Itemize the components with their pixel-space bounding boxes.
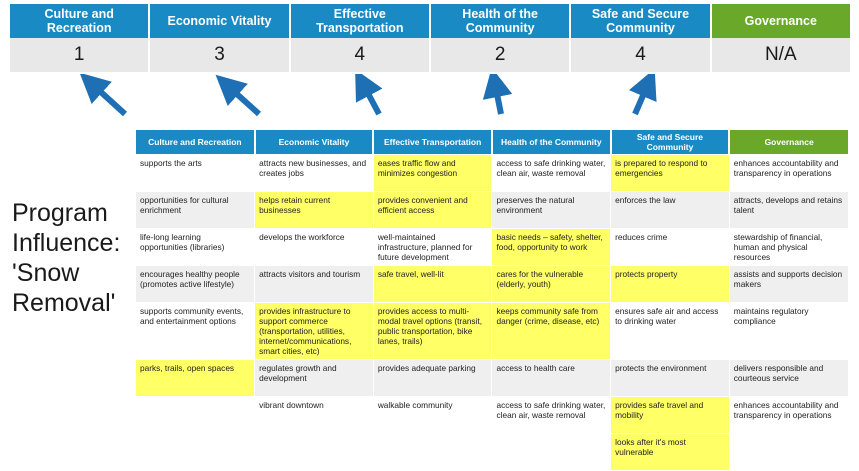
summary-header-row [10, 4, 850, 38]
caption-line-2: Influence: [12, 229, 121, 257]
matrix-header-economic-vitality: Economic Vitality [255, 130, 374, 155]
caption-line-4: Removal' [12, 289, 116, 317]
summary-header-effective-transportation: Effective Transportation [291, 4, 431, 38]
arrow-safe-and-secure-community [635, 84, 648, 114]
matrix-cell: attracts new businesses, and creates jobs [255, 155, 374, 192]
summary-band [10, 4, 850, 72]
matrix-cell: helps retain current businesses [255, 192, 374, 229]
summary-value-effective-transportation: 4 [291, 38, 431, 72]
matrix-cell: safe travel, well-lit [373, 266, 492, 303]
matrix-cell: protects property [611, 266, 730, 303]
table-row [136, 303, 848, 360]
matrix-header-culture-and-recreation: Culture and Recreation [136, 130, 255, 155]
matrix-header-safe-and-secure-community: Safe and Secure Community [611, 130, 730, 155]
matrix-cell: is prepared to respond to emergencies [611, 155, 730, 192]
summary-value-economic-vitality: 3 [150, 38, 290, 72]
matrix-cell: keeps community safe from danger (crime, disease, etc) [492, 303, 611, 360]
summary-header-safe-and-secure-community: Safe and Secure Community [571, 4, 711, 38]
arrow-economic-vitality [228, 86, 259, 114]
table-row [136, 360, 848, 397]
caption-line-3: 'Snow [12, 259, 80, 287]
matrix-cell: enhances accountability and transparency in operations [729, 397, 848, 434]
matrix-cell: basic needs – safety, shelter, food, opportunity to work [492, 229, 611, 266]
matrix-cell: ensures safe air and access to drinking water [611, 303, 730, 360]
matrix-cell: access to safe drinking water, clean air, waste removal [492, 155, 611, 192]
matrix-cell: looks after it's most vulnerable [611, 434, 730, 471]
matrix-cell: enhances accountability and transparency in operations [729, 155, 848, 192]
matrix-cell: reduces crime [611, 229, 730, 266]
matrix-cell: access to health care [492, 360, 611, 397]
matrix-cell [136, 397, 255, 434]
matrix-cell: life-long learning opportunities (libraries) [136, 229, 255, 266]
summary-value-governance: N/A [764, 44, 797, 65]
summary-value-health-of-the-community: 2 [431, 38, 571, 72]
matrix-cell: provides infrastructure to support commerce (transportation, utilities, internet/communications, smart cities, etc) [255, 303, 374, 360]
table-row [136, 229, 848, 266]
matrix-cell: vibrant downtown [255, 397, 374, 434]
table-row [136, 397, 848, 434]
matrix-cell: develops the workforce [255, 229, 374, 266]
summary-values-row [10, 38, 850, 72]
summary-header-culture-and-recreation: Culture and Recreation [10, 4, 150, 38]
matrix-cell: encourages healthy people (promotes active lifestyle) [136, 266, 255, 303]
matrix-cell: enforces the law [611, 192, 730, 229]
matrix-cell: cares for the vulnerable (elderly, youth) [492, 266, 611, 303]
matrix-cell: assists and supports decision makers [729, 266, 848, 303]
matrix-cell: regulates growth and development [255, 360, 374, 397]
summary-header-governance: Governance [712, 4, 850, 38]
arrow-effective-transportation [363, 84, 379, 114]
summary-value-culture-and-recreation: 1 [10, 38, 150, 72]
table-row [136, 155, 848, 192]
summary-header-health-of-the-community: Health of the Community [431, 4, 571, 38]
arrow-culture-and-recreation [92, 84, 125, 114]
table-row [136, 266, 848, 303]
caption-line-1: Program [12, 199, 108, 227]
matrix-cell: provides convenient and efficient access [373, 192, 492, 229]
summary-header-economic-vitality: Economic Vitality [150, 4, 290, 38]
matrix-cell: maintains regulatory compliance [729, 303, 848, 360]
matrix-cell: attracts visitors and tourism [255, 266, 374, 303]
arrow-health-of-the-community [495, 84, 501, 114]
matrix-header-row [136, 130, 848, 155]
matrix-cell: provides safe travel and mobility [611, 397, 730, 434]
matrix-header-effective-transportation: Effective Transportation [373, 130, 492, 155]
matrix-header-governance: Governance [729, 130, 848, 155]
matrix-body [136, 155, 848, 471]
matrix-cell: provides access to multi-modal travel options (transit, public transportation, bike lanes, trails) [373, 303, 492, 360]
table-row [136, 192, 848, 229]
page-title [12, 198, 132, 318]
matrix-cell: supports the arts [136, 155, 255, 192]
summary-value-safe-and-secure-community: 4 [571, 38, 711, 72]
influence-matrix [136, 130, 848, 471]
matrix-cell: parks, trails, open spaces [136, 360, 255, 397]
matrix-cell: access to safe drinking water, clean air, waste removal [492, 397, 611, 434]
matrix-cell: delivers responsible and courteous service [729, 360, 848, 397]
matrix-header-health-of-the-community: Health of the Community [492, 130, 611, 155]
matrix-cell: opportunities for cultural enrichment [136, 192, 255, 229]
matrix-cell: attracts, develops and retains talent [729, 192, 848, 229]
matrix-cell: eases traffic flow and minimizes congestion [373, 155, 492, 192]
matrix-cell: preserves the natural environment [492, 192, 611, 229]
matrix-cell: stewardship of financial, human and physical resources [729, 229, 848, 266]
matrix-cell: supports community events, and entertainment options [136, 303, 255, 360]
matrix-cell: protects the environment [611, 360, 730, 397]
arrow-group [0, 74, 859, 134]
matrix-cell: walkable community [373, 397, 492, 434]
matrix-cell: well-maintained infrastructure, planned for future development [373, 229, 492, 266]
matrix-cell: provides adequate parking [373, 360, 492, 397]
